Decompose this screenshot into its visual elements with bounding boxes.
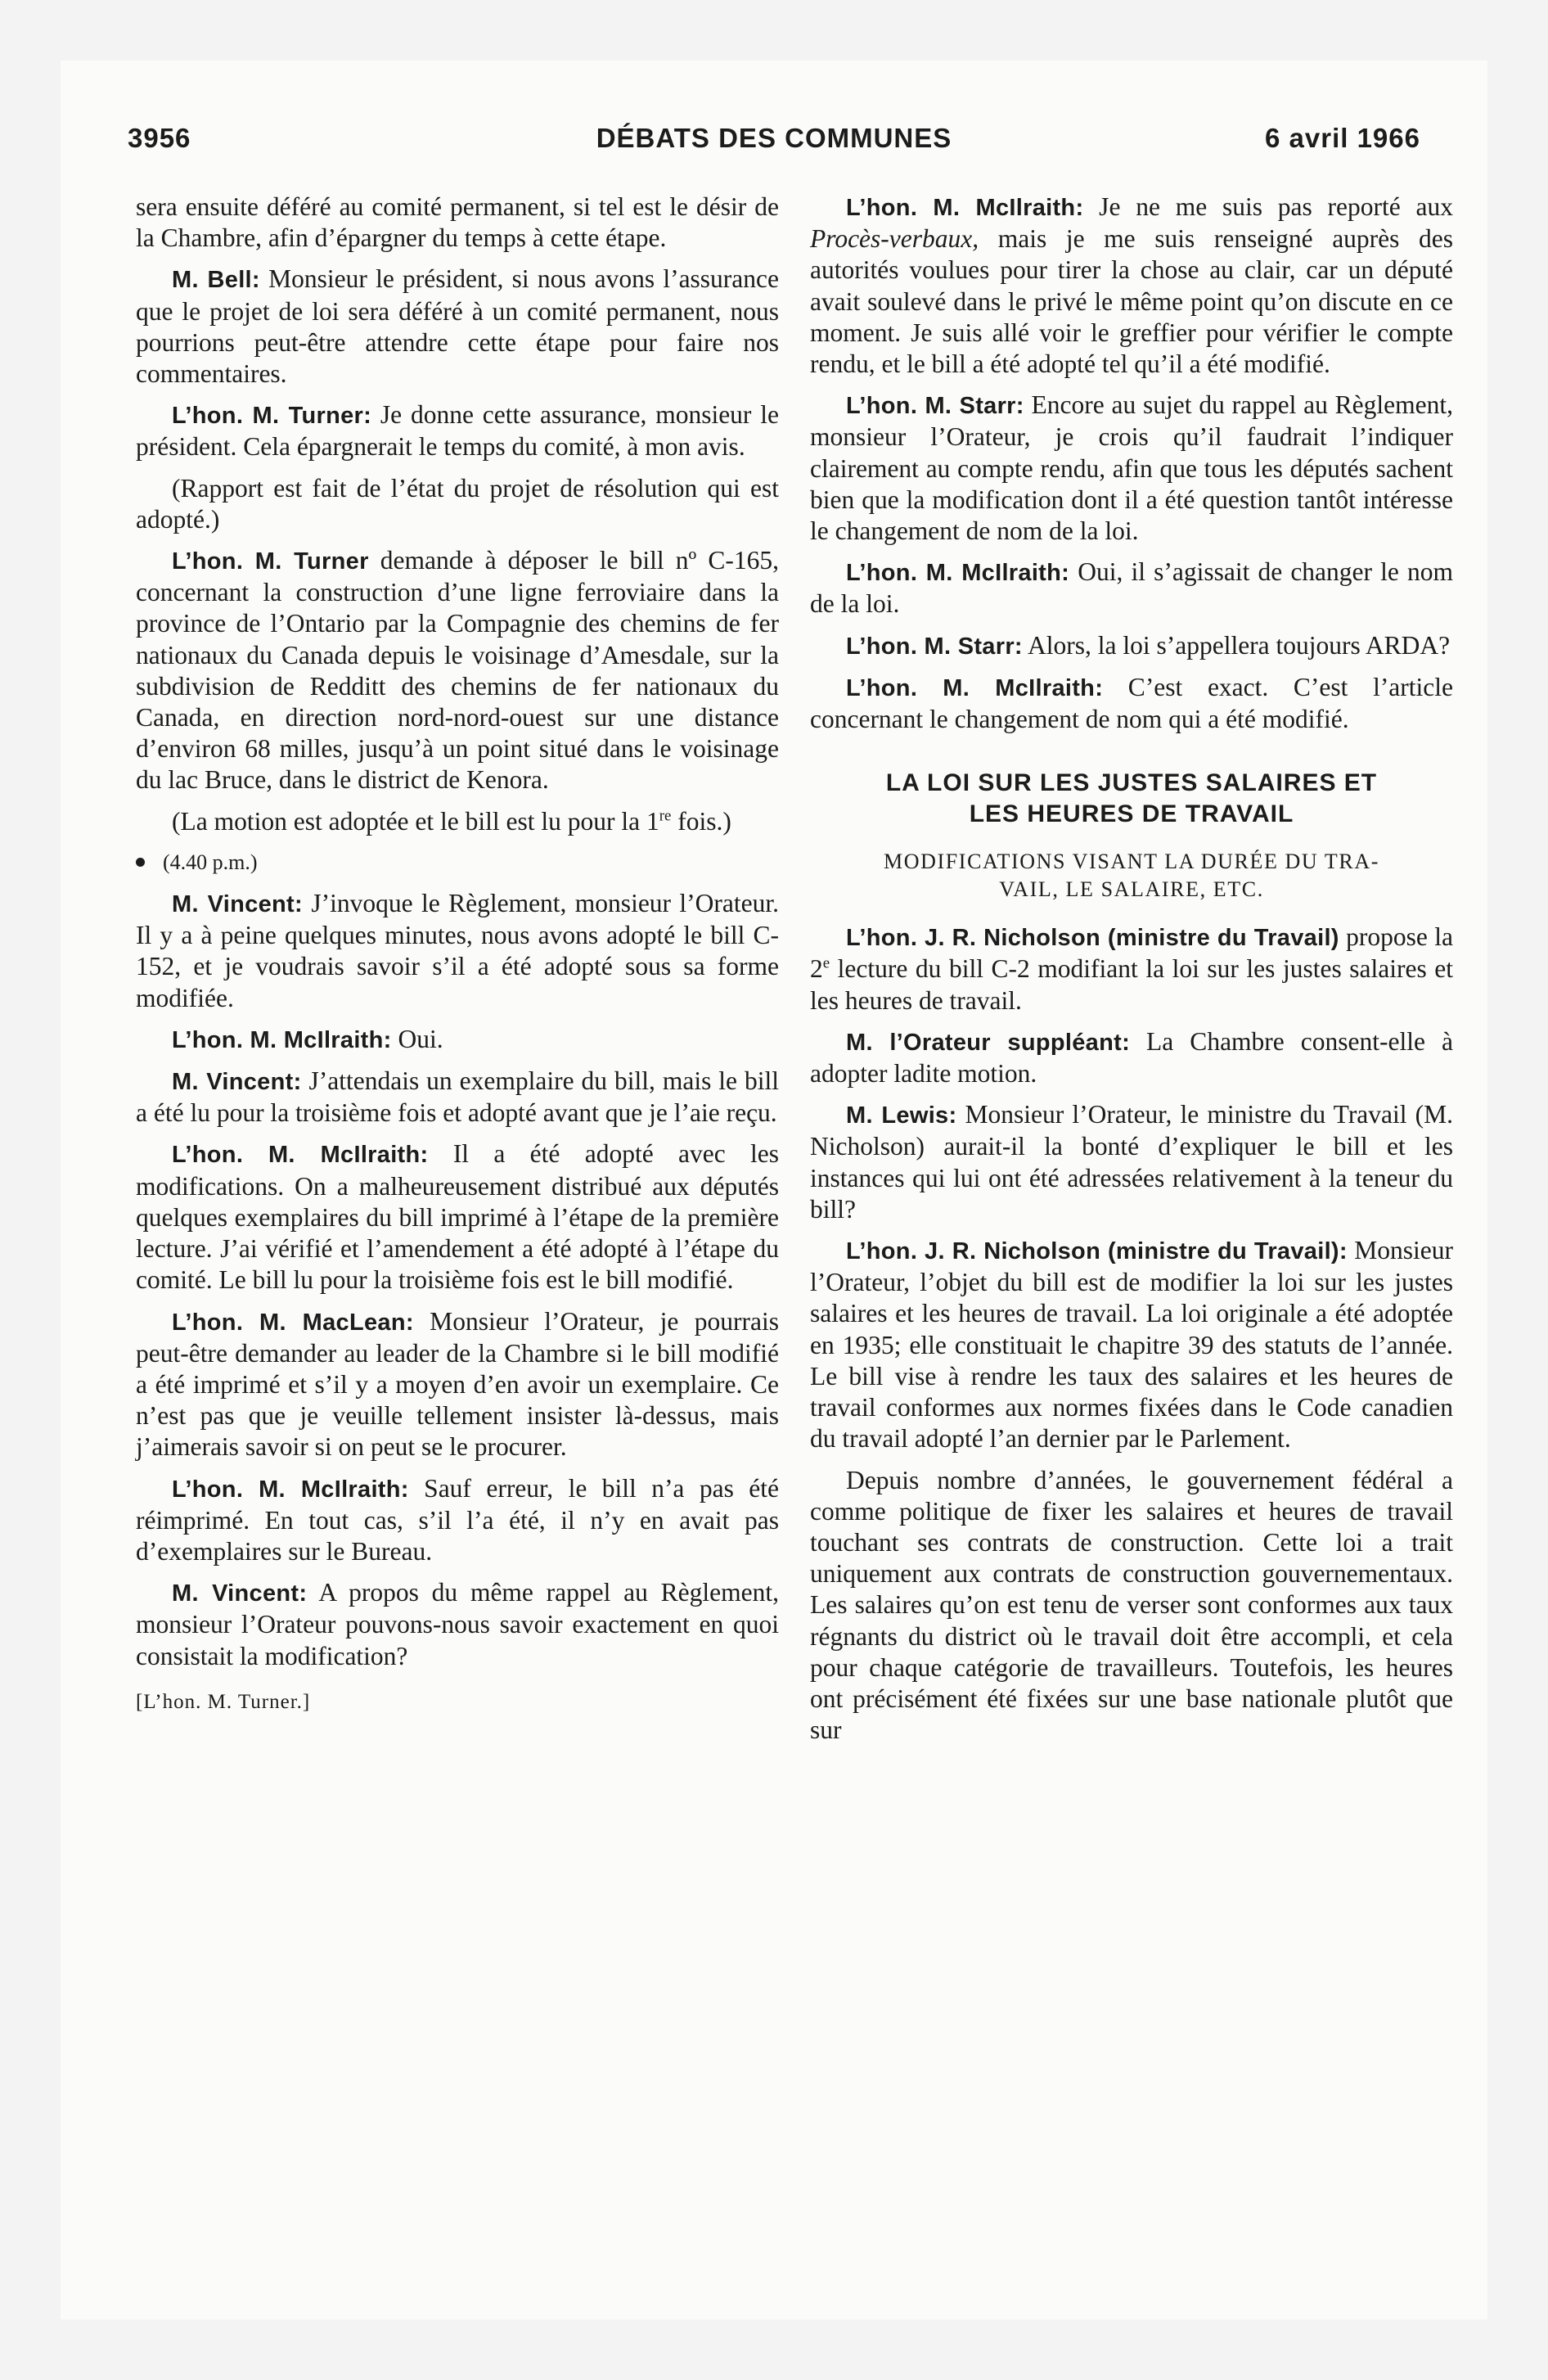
speaker-name: L’hon. M. McIlraith: — [172, 1142, 429, 1169]
paragraph: L’hon. J. R. Nicholson (ministre du Travail): Monsieur l’Orateur, l’objet du bill est de modifier la loi sur les justes salaires et les heures de travail. La loi originale a été adoptée en 1935; elle constituait le chapitre 39 des statuts de l’année. Le bill vise à rendre les taux des salaires et les heures de travail conformes aux normes fixées dans le Code canadien du travail adopté l’an dernier par le Parlement. — [810, 1236, 1454, 1454]
paragraph: L’hon. M. Starr: Alors, la loi s’appellera toujours ARDA? — [846, 630, 1451, 660]
speaker-name: M. l’Orateur suppléant: — [846, 1029, 1131, 1056]
paragraph: L’hon. M. McIlraith: Je ne me suis pas reporté aux Procès-verbaux, mais je me suis renseigné auprès des autorités voulues pour tirer la chose au clair, car un député avait soulevé dans le privé le même point qu’on discute en ce moment. Je suis allé voir le greffier pour vérifier le compte rendu, et le bill a été adopté tel qu’il a été modifié. — [810, 192, 1453, 379]
speaker-name: L’hon. J. R. Nicholson (ministre du Travail): — [846, 1238, 1348, 1265]
paragraph: M. Vincent: J’invoque le Règlement, monsieur l’Orateur. Il y a à peine quelques minutes, nous avons adopté le bill C-152, et je voudrais savoir s’il a été adopté sous sa forme modifiée. — [136, 889, 779, 1012]
paragraph: M. Bell: Monsieur le président, si nous avons l’assurance que le projet de loi sera déféré à un comité permanent, nous pourrions peut-être attendre cette étape pour faire nos commentaires. — [136, 264, 779, 389]
paragraph: L’hon. M. Turner demande à déposer le bill nº C-165, concernant la construction d’une ligne ferroviaire dans la province de l’Ontario par la Compagnie des chemins de fer nationaux du Canada depuis le voisinage d’Amesdale, sur la subdivision de Redditt des chemins de fer nationaux du Canada, en direction nord-nord-ouest sur une distance d’environ 68 milles, jusqu’à un point situé dans le voisinage du lac Bruce, dans le district de Kenora. — [136, 546, 779, 795]
speaker-name: L’hon. M. McIlraith: — [172, 1476, 409, 1503]
speaker-name: L’hon. M. McIlraith: — [846, 195, 1084, 221]
speaker-name: L’hon. M. Starr: — [846, 393, 1024, 420]
page-date: 6 avril 1966 — [1265, 123, 1420, 153]
running-signature: [L’hon. M. Turner.] — [136, 1690, 311, 1713]
paragraph: L’hon. M. McIlraith: C’est exact. C’est l’article concernant le changement de nom qui a été modifié. — [810, 672, 1453, 734]
speaker-name: M. Bell: — [172, 267, 260, 294]
paragraph: L’hon. M. McIlraith: Oui. — [172, 1024, 443, 1053]
paragraph: L’hon. M. Turner: Je donne cette assurance, monsieur le président. Cela épargnerait le temps du comité, à mon avis. — [136, 400, 779, 462]
speaker-name: L’hon. M. Starr: — [846, 633, 1023, 660]
section-heading: LA LOI SUR LES JUSTES SALAIRES ET LES HEURES DE TRAVAIL — [885, 769, 1378, 828]
timestamp: (4.40 p.m.) — [136, 847, 779, 878]
procedural-note: (Rapport est fait de l’état du projet de résolution qui est adopté.) — [136, 473, 779, 534]
paragraph: sera ensuite déféré au comité permanent, si tel est le désir de la Chambre, afin d’épargner du temps à cette étape. — [136, 192, 779, 253]
section-subheading: MODIFICATIONS VISANT LA DURÉE DU TRA- VAIL, LE SALAIRE, ETC. — [884, 850, 1379, 902]
speaker-name: L’hon. M. McIlraith: — [846, 674, 1104, 701]
speaker-name: L’hon. M. McIlraith: — [172, 1026, 392, 1053]
page — [61, 61, 1487, 2319]
procedural-note: (La motion est adoptée et le bill est lu pour la 1re fois.) — [172, 806, 731, 836]
speaker-name: L’hon. M. Turner: — [172, 403, 372, 430]
paragraph: L’hon. J. R. Nicholson (ministre du Travail) propose la 2e lecture du bill C-2 modifiant la loi sur les justes salaires et les heures de travail. — [810, 922, 1453, 1015]
paragraph: M. Vincent: J’attendais un exemplaire du bill, mais le bill a été lu pour la troisième fois et adopté avant que je l’aie reçu. — [136, 1066, 779, 1128]
speaker-name: L’hon. J. R. Nicholson (ministre du Travail) — [846, 925, 1339, 952]
paragraph: M. Vincent: A propos du même rappel au Règlement, monsieur l’Orateur pouvons-nous savoir exactement en quoi consistait la modification? — [136, 1578, 779, 1670]
right-column — [810, 192, 1453, 1756]
paragraph: L’hon. M. McIlraith: Sauf erreur, le bill n’a pas été réimprimé. En tout cas, s’il l’a été, il n’y en avait pas d’exemplaires sur le Bureau. — [136, 1473, 779, 1566]
page-number: 3956 — [128, 123, 191, 153]
page-header — [128, 123, 1420, 164]
left-column — [136, 192, 779, 1718]
paragraph: L’hon. M. MacLean: Monsieur l’Orateur, je pourrais peut-être demander au leader de la Chambre si le bill modifié a été imprimé et s’il y a moyen d’en avoir un exemplaire. Ce n’est pas que je veuille tellement insister là-dessus, mais j’aimerais savoir si on peut se le procurer. — [136, 1306, 779, 1462]
speaker-name: M. Vincent: — [172, 1580, 308, 1607]
paragraph: M. l’Orateur suppléant: La Chambre consent-elle à adopter ladite motion. — [810, 1026, 1453, 1089]
speaker-name: M. Lewis: — [846, 1102, 957, 1129]
speaker-name: L’hon. M. McIlraith: — [846, 560, 1070, 587]
speaker-name: M. Vincent: — [172, 891, 303, 918]
paragraph: L’hon. M. McIlraith: Il a été adopté avec les modifications. On a malheureusement distribué aux députés quelques exemplaires du bill imprimé à l’étape de la première lecture. J’ai vérifié et l’amendement a été adopté à l’étape du comité. Le bill lu pour la troisième fois est le bill modifié. — [136, 1139, 779, 1295]
paragraph: L’hon. M. Starr: Encore au sujet du rappel au Règlement, monsieur l’Orateur, je crois qu’il faudrait l’indiquer clairement au compte rendu, afin que tous les députés sachent bien que la modification dont il a été question tantôt intéresse le changement de nom de la loi. — [810, 390, 1454, 546]
speaker-name: L’hon. M. MacLean: — [172, 1309, 414, 1336]
publication-title: DÉBATS DES COMMUNES — [596, 123, 952, 153]
speaker-name: M. Vincent: — [172, 1069, 302, 1096]
paragraph: Depuis nombre d’années, le gouvernement fédéral a comme politique de fixer les salaires et heures de travail touchant ses contrats de construction. Cette loi a trait uniquement aux contrats de construction gouvernementaux. Les salaires qu’on est tenu de verser sont conformes aux taux régnants du district où le travail doit être accompli, et cela pour chaque catégorie de travailleurs. Toutefois, les heures ont précisément été fixées sur une base nationale plutôt que sur — [810, 1465, 1453, 1745]
speaker-name: L’hon. M. Turner — [172, 548, 369, 575]
paragraph: M. Lewis: Monsieur l’Orateur, le ministre du Travail (M. Nicholson) aurait-il la bonté d’expliquer le bill et les instances qui lui ont été adressées relativement à la teneur du bill? — [810, 1100, 1453, 1224]
bullet-icon — [136, 858, 145, 867]
paragraph: L’hon. M. McIlraith: Oui, il s’agissait de changer le nom de la loi. — [810, 557, 1453, 619]
